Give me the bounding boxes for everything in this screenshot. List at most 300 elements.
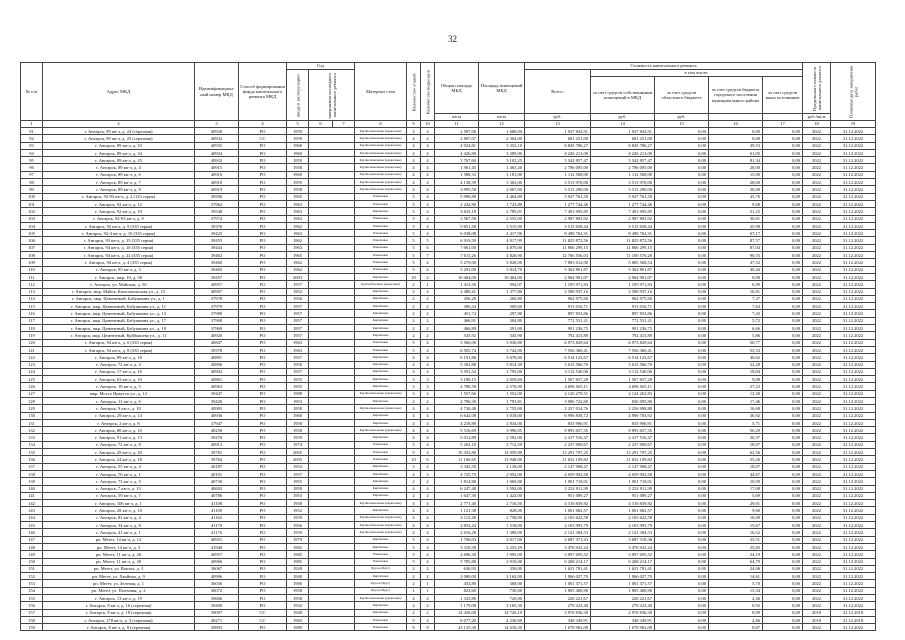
cell-plan-date: 31.12.2022 (831, 128, 876, 135)
cell-address: г. Ангарск, 63 кв-л, д. 10 (43, 376, 195, 383)
cell-owners-cost: 1 112 508,00 (591, 171, 655, 178)
cell-regional-cost: 0,00 (655, 128, 709, 135)
cell-other-cost: 0,00 (763, 303, 803, 310)
cell-owners-cost: 913 016,71 (591, 303, 655, 310)
cell-regional-cost: 0,00 (655, 573, 709, 580)
cell-regional-cost: 0,00 (655, 157, 709, 164)
cell-unit-price: 15,34 (709, 587, 763, 594)
cell-num: 115 (21, 303, 43, 310)
cell-num: 152 (21, 573, 43, 580)
cell-address: г. Ангарск, 91 кв-л, д. 13 (43, 434, 195, 441)
cell-living-area: 3 742,00 (479, 346, 525, 353)
cell-owners-cost: 8 498 763,31 (591, 230, 655, 237)
cell-other-cost: 0,00 (763, 273, 803, 280)
cell-floors: 3 (407, 463, 421, 470)
table-row (21, 456, 876, 463)
cell-code: 41176 (195, 529, 239, 536)
cell-total-area: 5 279,00 (435, 259, 479, 266)
cell-regional-cost: 0,00 (655, 208, 709, 215)
cell-method: РО (239, 405, 287, 412)
cell-code: 40258 (195, 427, 239, 434)
cell-code: 40916 (195, 171, 239, 178)
cell-regional-cost: 0,00 (655, 303, 709, 310)
cell-regional-cost: 0,00 (655, 565, 709, 572)
cell-method: РО (239, 171, 287, 178)
cell-total-area: 453,80 (435, 580, 479, 587)
cell-total-cost: 220 221,67 (525, 595, 591, 602)
cell-material: Панельные (355, 222, 407, 229)
cell-unit-price: 51,25 (709, 208, 763, 215)
cell-year-last (309, 587, 355, 594)
cell-floors: 2 (407, 310, 421, 317)
cell-year-last (309, 419, 355, 426)
cell-other-cost: 0,00 (763, 500, 803, 507)
table-row (21, 310, 876, 317)
cell-year-last (309, 536, 355, 543)
cell-material: Панельные (355, 244, 407, 251)
cell-method: РО (239, 434, 287, 441)
cell-code: 41109 (195, 507, 239, 514)
cell-material: Панельные (355, 456, 407, 463)
cell-total-cost: 13 291 797,25 (525, 449, 591, 456)
cell-code: 40907 (195, 288, 239, 295)
cell-total-cost: 991 236,75 (525, 325, 591, 332)
cell-unit-price: 0,92 (709, 602, 763, 609)
cell-plan-year: 2022 (803, 368, 831, 375)
cell-num: 120 (21, 339, 43, 346)
cell-plan-year: 2022 (803, 427, 831, 434)
cell-floors: 3 (407, 383, 421, 390)
cell-num: 130 (21, 412, 43, 419)
cell-num: 108 (21, 252, 43, 259)
cell-code: 40963 (195, 383, 239, 390)
cell-method: РО (239, 222, 287, 229)
cell-year-last (309, 616, 355, 623)
cell-entrances: 2 (421, 310, 435, 317)
cell-material: Крупнопанельные (каркасные) (355, 595, 407, 602)
cell-num: 151 (21, 565, 43, 572)
cell-material: Кирпичные (355, 397, 407, 404)
cell-entrances: 5 (421, 237, 435, 244)
cell-plan-year: 2022 (803, 412, 831, 419)
cell-other-cost: 0,00 (763, 529, 803, 536)
cell-living-area: 10 464,00 (479, 273, 525, 280)
cell-unit-price: 16,00 (709, 514, 763, 521)
cell-num: 116 (21, 310, 43, 317)
cell-plan-date: 31.12.2022 (831, 624, 876, 631)
cell-address: рп. Мегет, 11 кв-л, д. 26 (43, 551, 195, 558)
cell-unit-price: 18,97 (709, 441, 763, 448)
cell-entrances: 4 (421, 441, 435, 448)
column-number: 14 (591, 121, 655, 128)
cell-entrances: 2 (421, 565, 435, 572)
cell-year-commission: 1963 (287, 339, 309, 346)
cell-address: г. Ангарск, 89 кв-л, д. 6 (43, 171, 195, 178)
cell-owners-cost: 7 556 360,41 (591, 346, 655, 353)
cell-address: г. Ангарск, 24 кв-л, д. 18 (43, 456, 195, 463)
cell-total-cost: 1 112 508,00 (525, 171, 591, 178)
cell-plan-date: 31.12.2022 (831, 361, 876, 368)
header-total-area: Общая площадь МКД (435, 63, 479, 114)
cell-plan-year: 2022 (803, 222, 831, 229)
cell-total-area: 7 061,00 (435, 244, 479, 251)
cell-code: 40957 (195, 281, 239, 288)
cell-plan-date: 31.12.2022 (831, 602, 876, 609)
cell-code: 39465 (195, 266, 239, 273)
cell-address: г. Ангарск, 8 кв-л, д. 18 (серочная) (43, 609, 195, 616)
cell-method: РО (239, 149, 287, 156)
cell-material: Панельные (355, 441, 407, 448)
cell-code: 39548 (195, 208, 239, 215)
cell-living-area: 3 389,00 (479, 149, 525, 156)
cell-year-last (309, 346, 355, 353)
cell-owners-cost: 4 990 703,92 (591, 412, 655, 419)
cell-total-area: 4 730,48 (435, 405, 479, 412)
cell-plan-date: 31.12.2022 (831, 543, 876, 550)
table-row (21, 171, 876, 178)
cell-num: 158 (21, 616, 43, 623)
cell-year-last (309, 149, 355, 156)
cell-code: 39425 (195, 230, 239, 237)
cell-unit-price: 17,46 (709, 397, 763, 404)
cell-living-area: 1 069,00 (479, 478, 525, 485)
cell-address: рп. Мегет, ул. Вокзал, д. 3 (43, 565, 195, 572)
cell-owners-cost: 5 885 568,54 (591, 259, 655, 266)
cell-num: 134 (21, 441, 43, 448)
cell-regional-cost: 0,00 (655, 346, 709, 353)
cell-material: Крупнопанельные (каркасные) (355, 186, 407, 193)
cell-method: РО (239, 441, 287, 448)
cell-total-cost: 2 165 622,58 (525, 514, 591, 521)
cell-unit-price: 0,00 (709, 273, 763, 280)
cell-entrances: 4 (421, 142, 435, 149)
table-row (21, 149, 876, 156)
cell-unit-price: 22,28 (709, 361, 763, 368)
cell-owners-cost: 681 251,00 (591, 135, 655, 142)
cell-method: РО (239, 310, 287, 317)
cell-entrances: 2 (421, 602, 435, 609)
cell-material: Панельные (355, 346, 407, 353)
cell-regional-cost: 0,00 (655, 215, 709, 222)
cell-owners-cost: 1 195 971,83 (591, 281, 655, 288)
cell-code: 39444 (195, 244, 239, 251)
cell-plan-date: 31.12.2022 (831, 405, 876, 412)
cell-floors: 5 (407, 266, 421, 273)
cell-plan-date: 31.12.2022 (831, 536, 876, 543)
cell-owners-cost: 4 696 565,11 (591, 383, 655, 390)
cell-address: г. Ангарск, 80 кв-л, д. 10 (43, 427, 195, 434)
cell-method: РО (239, 412, 287, 419)
cell-address: рп. Мегет, 14 кв-л, д. 3 (43, 543, 195, 550)
cell-material: Кирпичные (355, 602, 407, 609)
table-row (21, 529, 876, 536)
cell-year-commission: 1959 (287, 434, 309, 441)
cell-plan-year: 2022 (803, 624, 831, 631)
cell-plan-date: 31.12.2022 (831, 317, 876, 324)
cell-owners-cost: 772 531,21 (591, 317, 655, 324)
table-row (21, 565, 876, 572)
cell-regional-cost: 0,00 (655, 529, 709, 536)
cell-address: г. Ангарск, 8 кв-л, д. 16 (серочная) (43, 602, 195, 609)
cell-other-cost: 0,00 (763, 616, 803, 623)
cell-num: 121 (21, 346, 43, 353)
cell-plan-date: 31.12.2022 (831, 303, 876, 310)
cell-plan-year: 2022 (803, 456, 831, 463)
cell-floors: 5 (407, 536, 421, 543)
cell-regional-cost: 0,00 (655, 273, 709, 280)
cell-year-commission: 1960 (287, 412, 309, 419)
cell-total-area: 6 919,59 (435, 237, 479, 244)
cell-year-last (309, 390, 355, 397)
cell-plan-year: 2022 (803, 354, 831, 361)
cell-method: РО (239, 624, 287, 631)
table-row (21, 317, 876, 324)
cell-material: Крупнопанельные (каркасные) (355, 390, 407, 397)
cell-entrances: 4 (421, 164, 435, 171)
table-row (21, 507, 876, 514)
cell-floors: 9 (407, 624, 421, 631)
cell-method: РО (239, 529, 287, 536)
cell-floors: 2 (407, 609, 421, 616)
cell-year-last (309, 266, 355, 273)
cell-regional-cost: 0,00 (655, 558, 709, 565)
cell-plan-year: 2022 (803, 419, 831, 426)
cell-regional-cost: 0,00 (655, 332, 709, 339)
cell-floors: 5 (407, 259, 421, 266)
cell-code: 36036 (195, 580, 239, 587)
cell-plan-date: 31.12.2022 (831, 580, 876, 587)
cell-code: 40920 (195, 332, 239, 339)
cell-total-cost: 681 251,00 (525, 135, 591, 142)
cell-total-cost: 3 112 540,00 (525, 368, 591, 375)
cell-regional-cost: 0,00 (655, 288, 709, 295)
cell-year-last (309, 157, 355, 164)
cell-owners-cost: 348 349,91 (591, 616, 655, 623)
cell-floors: 2 (407, 303, 421, 310)
cell-plan-date: 31.12.2022 (831, 478, 876, 485)
cell-total-area: 4 780,58 (435, 383, 479, 390)
cell-method: РО (239, 128, 287, 135)
cell-regional-cost: 0,00 (655, 376, 709, 383)
cell-entrances: 7 (421, 252, 435, 259)
cell-plan-year: 2022 (803, 529, 831, 536)
cell-num: 93 (21, 142, 43, 149)
cell-year-last (309, 543, 355, 550)
cell-entrances: 4 (421, 551, 435, 558)
cell-plan-date: 31.12.2022 (831, 434, 876, 441)
cell-total-area: 1 647,30 (435, 492, 479, 499)
cell-entrances: 2 (421, 332, 435, 339)
cell-year-last (309, 478, 355, 485)
cell-total-area: 1 588,33 (435, 171, 479, 178)
cell-year-commission: 1958 (287, 485, 309, 492)
cell-num: 133 (21, 434, 43, 441)
cell-total-area: 456,28 (435, 295, 479, 302)
cell-plan-date: 31.12.2022 (831, 514, 876, 521)
cell-entrances: 4 (421, 200, 435, 207)
cell-year-last (309, 252, 355, 259)
cell-num: 102 (21, 208, 43, 215)
cell-address: г. Ангарск, 72 кв-л, д. 8 (43, 441, 195, 448)
cell-owners-cost: 7 491 095,85 (591, 208, 655, 215)
cell-other-cost: 0,00 (763, 397, 803, 404)
cell-other-cost: 0,00 (763, 288, 803, 295)
cell-total-area: 6 247,48 (435, 485, 479, 492)
cell-plan-year: 2022 (803, 164, 831, 171)
cell-code: 40891 (195, 354, 239, 361)
table-row (21, 609, 876, 616)
cell-living-area: 3 814,70 (479, 266, 525, 273)
table-row (21, 186, 876, 193)
cell-plan-date: 31.12.2022 (831, 252, 876, 259)
table-row (21, 551, 876, 558)
cell-year-commission: 1962 (287, 266, 309, 273)
cell-plan-date: 31.12.2022 (831, 412, 876, 419)
cell-year-commission: 1958 (287, 500, 309, 507)
cell-plan-year: 2022 (803, 492, 831, 499)
cell-total-cost: 11 652 109,82 (525, 456, 591, 463)
cell-total-cost: 2 126 279,51 (525, 390, 591, 397)
cell-year-commission: 1960 (287, 149, 309, 156)
cell-owners-cost: 11 866 299,15 (591, 244, 655, 251)
cell-plan-year: 2022 (803, 317, 831, 324)
cell-year-commission: 1958 (287, 186, 309, 193)
cell-plan-date: 31.12.2022 (831, 142, 876, 149)
cell-year-last (309, 332, 355, 339)
cell-year-commission: 1952 (287, 463, 309, 470)
cell-code: 37978 (195, 295, 239, 302)
cell-year-last (309, 295, 355, 302)
cell-owners-cost: 3 513 970,00 (591, 179, 655, 186)
table-row (21, 522, 876, 529)
cell-living-area: 2 162,00 (479, 573, 525, 580)
cell-other-cost: 0,00 (763, 259, 803, 266)
cell-method: РО (239, 332, 287, 339)
cell-address: г. Ангарск, 55 кв-л, д. 4 (43, 463, 195, 470)
unit-sqm: кв.м (435, 114, 479, 121)
cell-total-area: 2 786,30 (435, 397, 479, 404)
cell-year-commission: 1963 (287, 208, 309, 215)
cell-living-area: 2 364,00 (479, 135, 525, 142)
cell-living-area: 1 465,20 (479, 164, 525, 171)
cell-total-area: 6 191,86 (435, 354, 479, 361)
cell-address: рп. Мегет, ул. Хвойная, д. 9 (43, 573, 195, 580)
cell-material: Крупноблочные (каркасные) (355, 281, 407, 288)
cell-plan-year: 2022 (803, 252, 831, 259)
cell-owners-cost: 2 588 937,10 (591, 288, 655, 295)
cell-plan-date: 31.12.2022 (831, 179, 876, 186)
cell-plan-year: 2022 (803, 536, 831, 543)
cell-material: Брусок (Брус) (355, 565, 407, 572)
cell-total-cost: 3 513 970,00 (525, 179, 591, 186)
cell-entrances: 4 (421, 179, 435, 186)
cell-year-last (309, 361, 355, 368)
cell-entrances: 2 (421, 478, 435, 485)
cell-method: РО (239, 427, 287, 434)
cell-material: Кирпичные (355, 310, 407, 317)
cell-plan-date: 31.12.2022 (831, 259, 876, 266)
cell-total-area: 5 566,00 (435, 339, 479, 346)
cell-living-area: 2 667,00 (479, 186, 525, 193)
cell-entrances: 2 (421, 609, 435, 616)
cell-year-last (309, 463, 355, 470)
cell-living-area: 720,00 (479, 595, 525, 602)
cell-material: Кирпичные (355, 354, 407, 361)
cell-total-area: 3 591,52 (435, 368, 479, 375)
cell-total-area: 4 112,40 (435, 514, 479, 521)
cell-material: Крупнопанельные (каркасные) (355, 142, 407, 149)
cell-address: г. Ангарск, 94 кв-л, д. 8 (335 серия) (43, 346, 195, 353)
cell-regional-cost: 0,00 (655, 405, 709, 412)
cell-owners-cost: 3 687 318,38 (591, 536, 655, 543)
cell-unit-price: 27,23 (709, 383, 763, 390)
column-number: 11 (435, 121, 479, 128)
cell-num: 144 (21, 514, 43, 521)
cell-plan-date: 31.12.2022 (831, 397, 876, 404)
cell-num: 101 (21, 200, 43, 207)
cell-other-cost: 0,00 (763, 478, 803, 485)
cell-entrances: 4 (421, 215, 435, 222)
cell-year-commission: 2003 (287, 273, 309, 280)
cell-method: РО (239, 390, 287, 397)
cell-owners-cost: 6 973 829,64 (591, 339, 655, 346)
cell-plan-date: 31.12.2018 (831, 609, 876, 616)
cell-num: 135 (21, 449, 43, 456)
cell-living-area: 1 795,00 (479, 368, 525, 375)
cell-owners-cost: 11 652 109,82 (591, 456, 655, 463)
cell-other-cost: 0,00 (763, 295, 803, 302)
header-owners: за счет средств собственников помещений в МКД (591, 77, 655, 114)
cell-floors: 5 (407, 193, 421, 200)
cell-year-commission: 1958 (287, 595, 309, 602)
cell-total-cost: 3 097 695,52 (525, 551, 591, 558)
cell-year-commission: 1988 (287, 390, 309, 397)
cell-entrances: 2 (421, 595, 435, 602)
cell-unit-price: 16,52 (709, 529, 763, 536)
cell-entrances: 2 (421, 368, 435, 375)
cell-material: Кирпичные (355, 376, 407, 383)
cell-living-area: 291,00 (479, 325, 525, 332)
cell-num: 141 (21, 492, 43, 499)
cell-other-cost: 0,00 (763, 135, 803, 142)
cell-plan-year: 2018 (803, 609, 831, 616)
cell-plan-year: 2022 (803, 507, 831, 514)
cell-address: г. Ангарск, 34 кв-л, д. 8 (43, 522, 195, 529)
cell-material: Кирпичные (355, 361, 407, 368)
cell-year-commission: 1979 (287, 536, 309, 543)
cell-plan-date: 31.12.2022 (831, 470, 876, 477)
cell-entrances: 4 (421, 500, 435, 507)
cell-year-commission: 1965 (287, 193, 309, 200)
cell-material: Панельные (355, 200, 407, 207)
cell-num: 147 (21, 536, 43, 543)
column-number: 19 (831, 121, 876, 128)
cell-method: РО (239, 200, 287, 207)
cell-num: 139 (21, 478, 43, 485)
table-row (21, 142, 876, 149)
table-row (21, 397, 876, 404)
cell-regional-cost: 0,00 (655, 179, 709, 186)
cell-owners-cost: 826 095,80 (591, 397, 655, 404)
cell-floors: 2 (407, 565, 421, 572)
cell-regional-cost: 0,00 (655, 397, 709, 404)
cell-material: Крупнопанельные (каркасные) (355, 164, 407, 171)
cell-plan-date: 31.12.2022 (831, 390, 876, 397)
cell-year-commission: 1948 (287, 609, 309, 616)
cell-living-area: 2 138,00 (479, 463, 525, 470)
cell-material: Крупнопанельные (каркасные) (355, 135, 407, 142)
cell-owners-cost: 1 091 718,01 (591, 478, 655, 485)
